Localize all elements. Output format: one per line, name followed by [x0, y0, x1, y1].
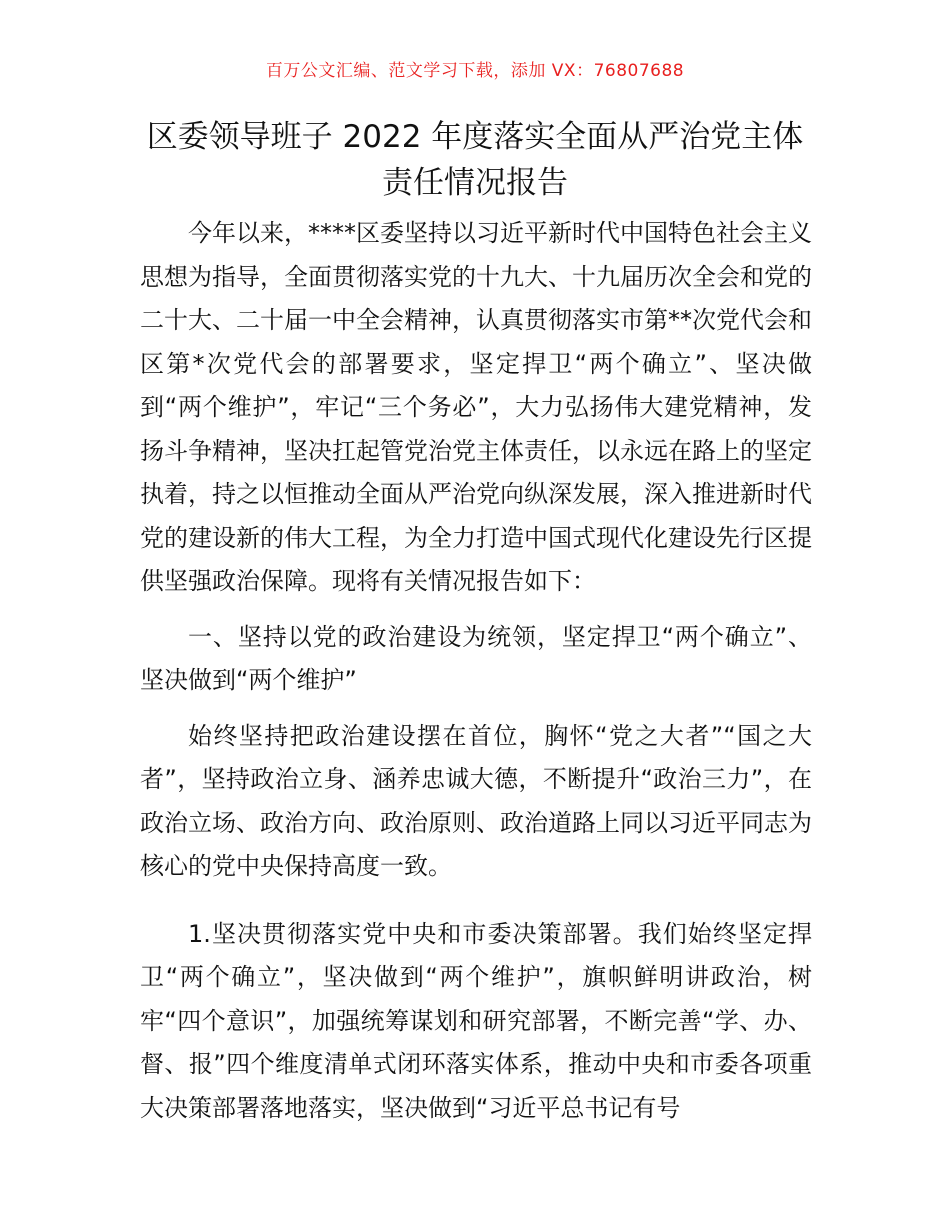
section-heading-1: 一、坚持以党的政治建设为统领，坚定捍卫“两个确立”、坚决做到“两个维护”: [140, 622, 812, 694]
section-paragraph: 始终坚持把政治建设摆在首位，胸怀“党之大者”“国之大者”，坚持政治立身、涵养忠诚大德，不断提升“政治三力”，在政治立场、政治方向、政治原则、政治道路上同以习近平同志为核心的党中央保持高度一致。: [140, 721, 812, 880]
title-line-2: 责任情况报告: [382, 165, 568, 201]
intro-paragraph: 今年以来，****区委坚持以习近平新时代中国特色社会主义思想为指导，全面贯彻落实党的十九大、十九届历次全会和党的二十大、二十届一中全会精神，认真贯彻落实市第**次党代会和区第*次党代会的部署要求，坚定捍卫“两个确立”、坚决做到“两个维护”，牢记“三个务必”，大力弘扬伟大建党精神，发扬斗争精神，坚决扛起管党治党主体责任，以永远在路上的坚定执着，持之以恒推动全面从严治党向纵深发展，深入推进新时代党的建设新的伟大工程，为全力打造中国式现代化建设先行区提供坚强政治保障。现将有关情况报告如下：: [140, 219, 812, 595]
watermark-text: 百万公文汇编、范文学习下载，添加 VX：76807688: [265, 61, 685, 81]
subsection-paragraph-1: 1.坚决贯彻落实党中央和市委决策部署。我们始终坚定捍卫“两个确立”，坚决做到“两个维护”，旗帜鲜明讲政治，树牢“四个意识”，加强统筹谋划和研究部署，不断完善“学、办、督、报”四个维度清单式闭环落实体系，推动中央和市委各项重大决策部署落地落实，坚决做到“习近平总书记有号: [140, 919, 812, 1122]
document-body: [140, 212, 812, 1130]
document-title: [120, 114, 830, 206]
title-line-1: 区委领导班子 2022 年度落实全面从严治党主体: [146, 119, 804, 155]
